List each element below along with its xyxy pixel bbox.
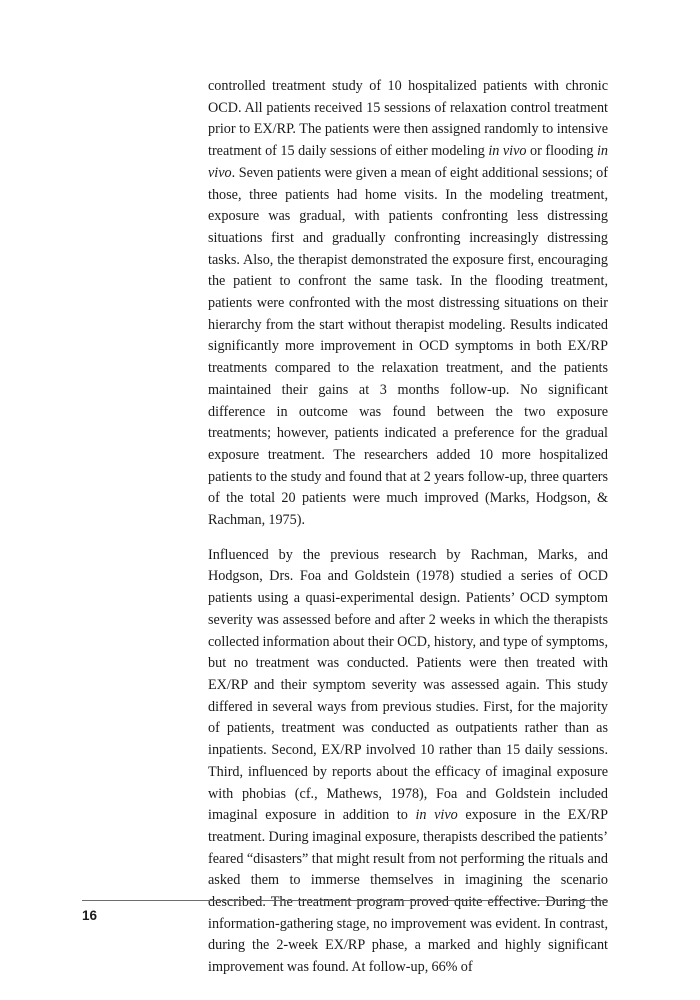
italic-text-run: in vivo [415, 807, 458, 824]
text-run: Influenced by the previous research by Rachman, Marks, and Hodgson, Drs. Foa and Goldstein (1978) studied a series of OCD patients using a quasi-experimental design. Patients’ OCD symptom severity was assessed before and after 2 weeks in which the therapists collected information about their OCD, history, and type of symptoms, but no treatment was conducted. Patients were then treated with EX/RP and their symptom severity was assessed again. This study differed in several ways from previous studies. First, for the majority of patients, treatment was conducted as outpatients rather than as inpatients. Second, EX/RP involved 10 rather than 15 daily sessions. Third, influenced by reports about the efficacy of imaginal exposure with phobias (cf., Mathews, 1978), Foa and Goldstein included imaginal exposure in addition to [208, 546, 608, 824]
italic-text-run: in vivo [208, 143, 608, 181]
text-run: . Seven patients were given a mean of eight additional sessions; of those, three patients had home visits. In the modeling treatment, exposure was gradual, with patients confronting less distressing situations first and gradually confronting increasingly distressing tasks. Also, the therapist demonstrated the exposure first, encouraging the patient to confront the same task. In the flooding treatment, patients were confronted with the most distressing situations on their hierarchy from the start without therapist modeling. Results indicated significantly more improvement in OCD symptoms in both EX/RP treatments compared to the relaxation treatment, and the patients maintained their gains at 3 months follow-up. No significant difference in outcome was found between the two exposure treatments; however, patients indicated a preference for the gradual exposure treatment. The researchers added 10 more hospitalized patients to the study and found that at 2 years follow-up, three quarters of the total 20 patients were much improved (Marks, Hodgson, & Rachman, 1975). [208, 164, 608, 529]
page-number: 16 [82, 908, 98, 923]
text-run: or flooding [526, 143, 597, 160]
paragraph-1 [208, 76, 608, 532]
text-run: controlled treatment study of 10 hospitalized patients with chronic OCD. All patients received 15 sessions of relaxation control treatment prior to EX/RP. The patients were then assigned randomly to intensive treatment of 15 daily sessions of either modeling [208, 78, 608, 160]
body-text [208, 76, 608, 979]
text-run: exposure in the EX/RP treatment. During imaginal exposure, therapists described the patients’ feared “disasters” that might result from not performing the rituals and asked them to immerse themselves in imagining the scenario described. The treatment program proved quite effective. During the information-gathering stage, no improvement was evident. In contrast, during the 2-week EX/RP phase, a marked and highly significant improvement was found. At follow-up, 66% of [208, 807, 608, 976]
paragraph-2 [208, 545, 608, 979]
footer-divider [82, 900, 608, 901]
italic-text-run: in vivo [488, 143, 527, 160]
